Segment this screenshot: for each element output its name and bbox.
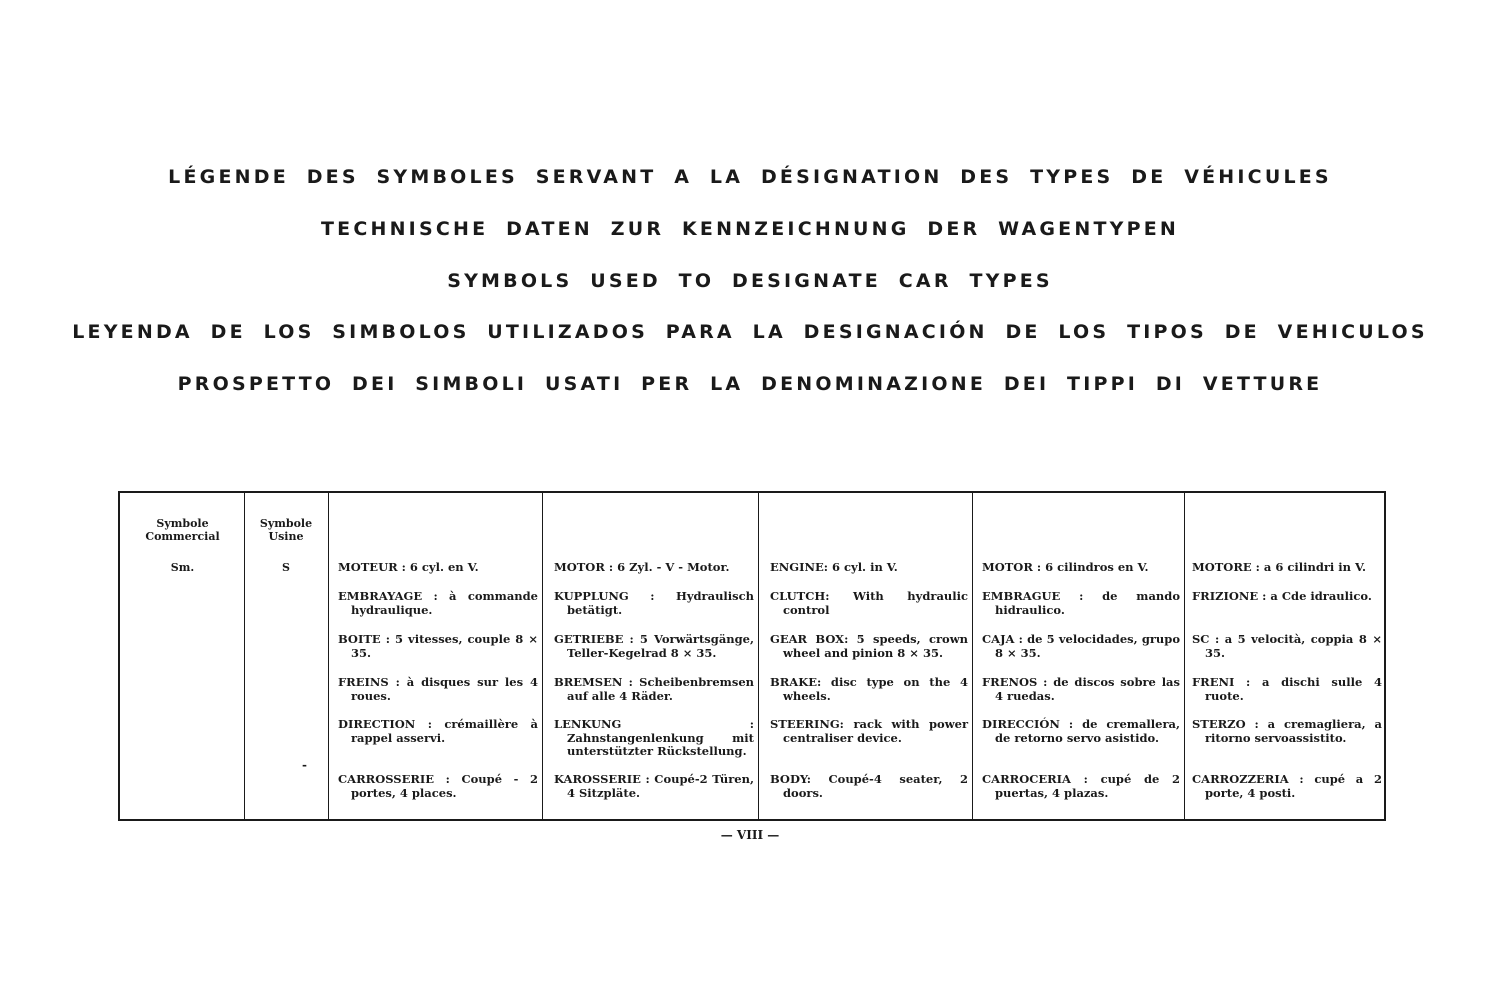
symbol-commercial-value: Sm. [170,561,195,574]
fr-steering: DIRECTION : crémaillère à rappel asservi. [338,717,538,745]
de-gearbox: GETRIEBE : 5 Vorwärtsgänge, Teller-Kegelrad 8 × 35. [554,632,754,660]
symbols-table [118,491,1386,821]
fr-clutch: EMBRAYAGE : à commande hydraulique. [338,589,538,617]
de-body: KAROSSERIE : Coupé-2 Türen, 4 Sitzpläte. [554,772,754,800]
fr-brakes: FREINS : à disques sur les 4 roues. [338,675,538,703]
fr-gearbox: BOITE : 5 vitesses, couple 8 × 35. [338,632,538,660]
heading-italian: PROSPETTO DEI SIMBOLI USATI PER LA DENOMINAZIONE DEI TIPPI DI VETTURE [177,373,1323,395]
column-divider [1184,493,1185,819]
column-divider [244,493,245,819]
de-brakes: BREMSEN : Scheibenbremsen auf alle 4 Räder. [554,675,754,703]
en-gearbox: GEAR BOX: 5 speeds, crown wheel and pinion 8 × 35. [770,632,968,660]
heading-spanish: LEYENDA DE LOS SIMBOLOS UTILIZADOS PARA LA DESIGNACIÓN DE LOS TIPOS DE VEHICULOS [72,321,1428,343]
es-engine: MOTOR : 6 cilindros en V. [982,560,1149,574]
fr-engine: MOTEUR : 6 cyl. en V. [338,560,479,574]
it-steering: STERZO : a cremagliera, a ritorno servoassistito. [1192,717,1382,745]
de-steering: LENKUNG : Zahnstangenlenkung mit unterstützter Rückstellung. [554,717,754,758]
it-engine: MOTORE : a 6 cilindri in V. [1192,560,1366,574]
it-gearbox: SC : a 5 velocità, coppia 8 × 35. [1192,632,1382,660]
es-brakes: FRENOS : de discos sobre las 4 ruedas. [982,675,1180,703]
it-brakes: FRENI : a dischi sulle 4 ruote. [1192,675,1382,703]
en-body: BODY: Coupé-4 seater, 2 doors. [770,772,968,800]
en-clutch: CLUTCH: With hydraulic control [770,589,968,617]
header-symbole-commercial: Symbole Commercial [145,517,220,543]
heading-english: SYMBOLS USED TO DESIGNATE CAR TYPES [447,270,1053,292]
de-engine: MOTOR : 6 Zyl. - V - Motor. [554,560,730,574]
it-clutch: FRIZIONE : a Cde idraulico. [1192,589,1372,603]
es-steering: DIRECCIÓN : de cremallera, de retorno servo asistido. [982,717,1180,745]
es-body: CARROCERIA : cupé de 2 puertas, 4 plazas. [982,772,1180,800]
dash-mark: - [302,758,307,772]
column-divider [328,493,329,819]
column-divider [758,493,759,819]
symbol-usine-value: S [282,561,290,574]
es-clutch: EMBRAGUE : de mando hidraulico. [982,589,1180,617]
page-number: — VIII — [720,828,780,842]
header-symbole-usine: Symbole Usine [259,517,313,543]
en-steering: STEERING: rack with power centraliser device. [770,717,968,745]
en-engine: ENGINE: 6 cyl. in V. [770,560,898,574]
column-divider [542,493,543,819]
column-divider [972,493,973,819]
heading-french: LÉGENDE DES SYMBOLES SERVANT A LA DÉSIGNATION DES TYPES DE VÉHICULES [168,166,1332,188]
it-body: CARROZZERIA : cupé a 2 porte, 4 posti. [1192,772,1382,800]
fr-body: CARROSSERIE : Coupé - 2 portes, 4 places. [338,772,538,800]
en-brakes: BRAKE: disc type on the 4 wheels. [770,675,968,703]
de-clutch: KUPPLUNG : Hydraulisch betätigt. [554,589,754,617]
es-gearbox: CAJA : de 5 velocidades, grupo 8 × 35. [982,632,1180,660]
heading-german: TECHNISCHE DATEN ZUR KENNZEICHNUNG DER WAGENTYPEN [320,218,1179,240]
